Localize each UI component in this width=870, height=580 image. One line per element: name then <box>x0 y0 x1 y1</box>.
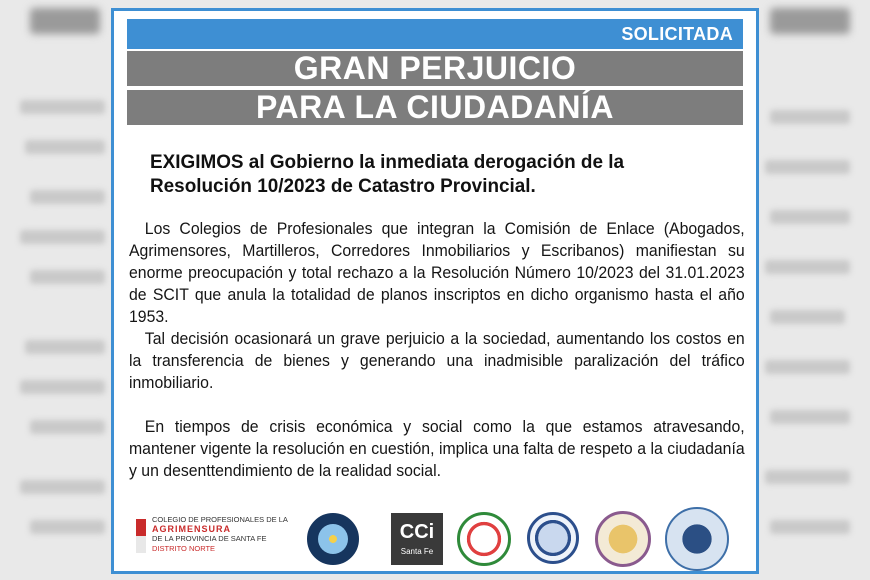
logos-row <box>114 499 756 569</box>
colegio-escribanos-seal-icon <box>595 511 651 567</box>
cci-santa-fe-logo <box>391 513 443 565</box>
colegio-line-1: COLEGIO DE PROFESIONALES DE LA <box>152 515 288 524</box>
colegio-abogados-seal-icon <box>307 513 359 565</box>
headline-line-1: GRAN PERJUICIO <box>127 51 743 86</box>
paragraph-3: En tiempos de crisis económica y social como la que estamos atravesando, mantener vigente la resolución en cuestión, implica una falta de respeto a la ciudadanía y un desenttendimiento de la realidad social. <box>129 417 745 480</box>
flag-icon <box>136 519 146 553</box>
tag-label: SOLICITADA <box>621 24 733 44</box>
colegio-line-4: DISTRITO NORTE <box>152 543 216 553</box>
headline-line-2: PARA LA CIUDADANÍA <box>127 90 743 125</box>
lead-statement: EXIGIMOS al Gobierno la inmediata derogación de la Resolución 10/2023 de Catastro Provincial. <box>150 151 625 197</box>
colegio-agrimensura-logo <box>136 515 296 559</box>
cci-logo-text: CCi <box>399 521 435 543</box>
cci-logo-subtext: Santa Fe <box>400 547 434 556</box>
tag-bar <box>127 19 743 49</box>
paragraph-1: Los Colegios de Profesionales que integran la Comisión de Enlace (Abogados, Agrimensores, Martilleros, Corredores Inmobiliarios y Escribanos) manifiestan su enorme preocupación y total rechazo a la Resolución Número 10/2023 del 31.01.2023 de SCIT que anula la totalidad de planos inscriptos en dicho organismo hasta el año 1953. <box>129 219 745 326</box>
colegio-line-3: DE LA PROVINCIA DE SANTA FE <box>152 534 267 543</box>
colegio-line-2: AGRIMENSURA <box>152 523 232 534</box>
paragraph-2: Tal decisión ocasionará un grave perjuicio a la sociedad, aumentando los costos en la transferencia de bienes y generando una inadmisible paralización del tráfico inmobiliario. <box>129 329 745 392</box>
colegio-corredores-seal-icon <box>527 512 579 564</box>
solicitada-ad <box>111 8 759 574</box>
colegio-martilleros-seal-icon <box>457 512 511 566</box>
colegio-abogados-distrito-seal-icon <box>665 507 729 571</box>
